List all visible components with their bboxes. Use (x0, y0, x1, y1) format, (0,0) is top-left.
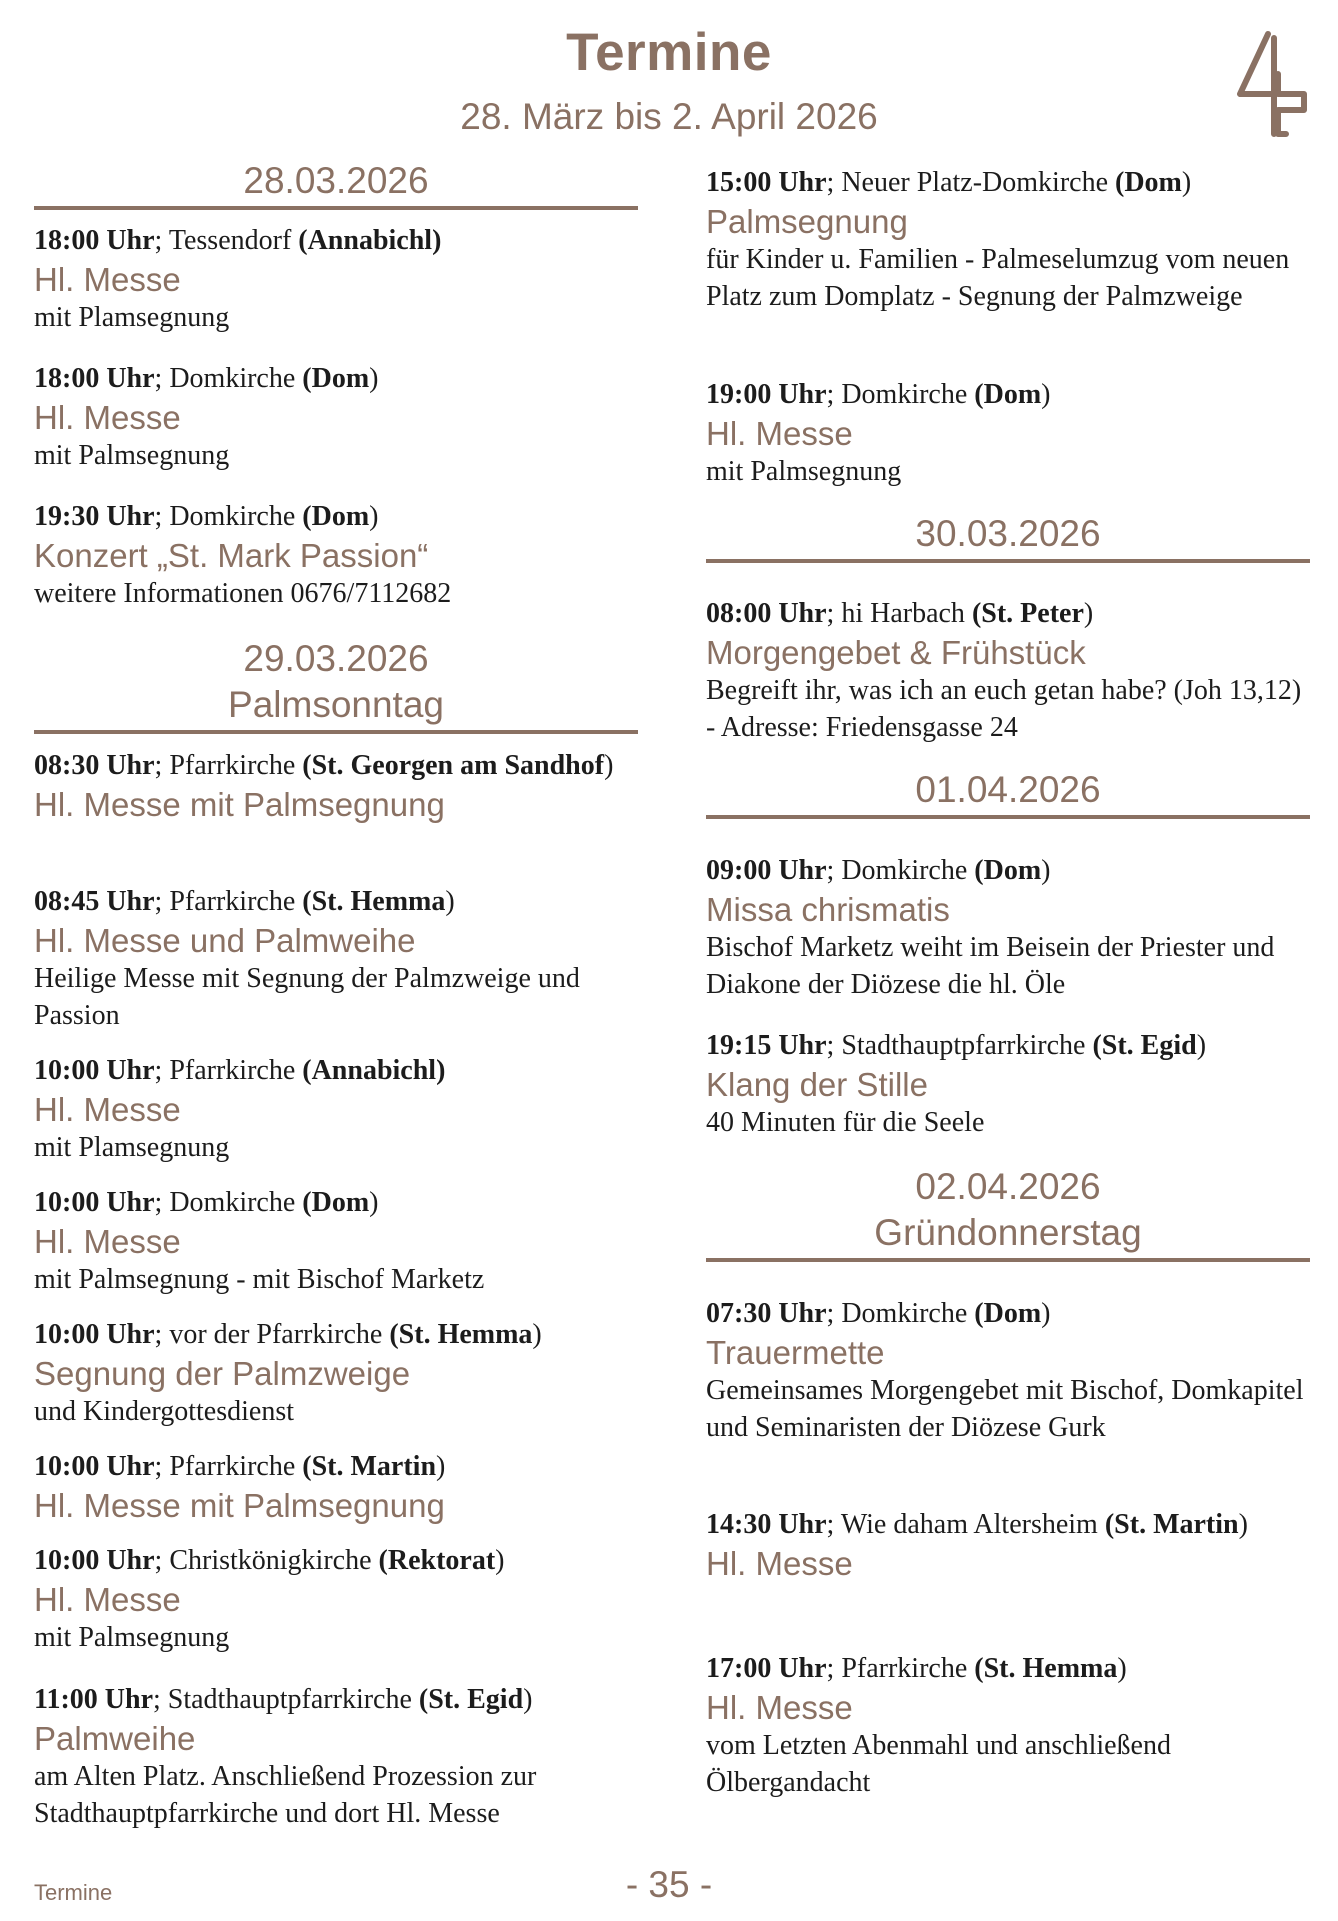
event-item (706, 594, 1310, 746)
event-header: 10:00 Uhr; Pfarrkirche (Annabichl) (34, 1055, 446, 1086)
event-description: vom Letzten Abenmahl und anschließend Ölbergandacht (706, 1730, 1171, 1798)
event-header: 19:00 Uhr; Domkirche (Dom) (706, 379, 1051, 410)
event-title: Hl. Messe (34, 1223, 181, 1260)
event-title: Segnung der Palmzweige (34, 1355, 411, 1392)
event-title: Hl. Messe (34, 1091, 181, 1128)
event-item (34, 1541, 638, 1656)
event-item (34, 1183, 638, 1298)
event-title: Palmsegnung (706, 203, 908, 240)
event-description: mit Palmsegnung (706, 456, 902, 487)
footer-label: Termine (34, 1880, 113, 1905)
event-item (706, 851, 1310, 1003)
event-description: mit Palmsegnung (34, 440, 230, 471)
date-heading (34, 636, 638, 734)
page-title: Termine (566, 23, 772, 82)
section-day: Palmsonntag (228, 684, 444, 725)
event-header: 14:30 Uhr; Wie daham Altersheim (St. Martin) (706, 1509, 1248, 1540)
event-header: 08:00 Uhr; hi Harbach (St. Peter) (706, 598, 1094, 629)
event-title: Hl. Messe (706, 1545, 853, 1582)
event-item (34, 1051, 638, 1166)
event-title: Hl. Messe (34, 261, 181, 298)
event-item (34, 1315, 638, 1430)
event-header: 19:15 Uhr; Stadthauptpfarrkirche (St. Egid) (706, 1030, 1207, 1061)
section-date: 01.04.2026 (915, 769, 1101, 810)
event-header: 17:00 Uhr; Pfarrkirche (St. Hemma) (706, 1653, 1127, 1684)
event-title: Hl. Messe mit Palmsegnung (34, 786, 445, 823)
event-description: Heilige Messe mit Segnung der Palmzweige und Passion (34, 963, 580, 1031)
event-item (34, 1447, 638, 1525)
event-title: Konzert „St. Mark Passion“ (34, 537, 429, 574)
event-item (706, 1026, 1310, 1141)
event-header: 10:00 Uhr; Christkönigkirche (Rektorat) (34, 1545, 505, 1576)
event-item (34, 746, 638, 824)
event-header: 09:00 Uhr; Domkirche (Dom) (706, 855, 1051, 886)
event-item (34, 1680, 638, 1832)
event-description: mit Plamsegnung (34, 1132, 230, 1163)
event-description: 40 Minuten für die Seele (706, 1107, 985, 1138)
event-item (706, 1505, 1310, 1583)
event-description: mit Plamsegnung (34, 302, 230, 333)
event-title: Hl. Messe (706, 1689, 853, 1726)
section-day: Gründonnerstag (874, 1212, 1142, 1253)
cross-four-logo-icon (1234, 30, 1310, 138)
event-header: 10:00 Uhr; Domkirche (Dom) (34, 1187, 379, 1218)
event-title: Hl. Messe und Palmweihe (34, 922, 416, 959)
event-description: und Kindergottesdienst (34, 1396, 295, 1427)
event-title: Trauermette (706, 1334, 885, 1371)
event-item (34, 497, 638, 612)
event-description: Bischof Marketz weiht im Beisein der Priester und Diakone der Diözese die hl. Öle (706, 932, 1275, 1000)
date-heading (706, 511, 1310, 563)
event-title: Hl. Messe (34, 1581, 181, 1618)
section-date: 29.03.2026 (243, 638, 429, 679)
event-item (34, 359, 638, 474)
event-item (706, 1649, 1310, 1801)
event-title: Hl. Messe (706, 415, 853, 452)
event-title: Klang der Stille (706, 1066, 928, 1103)
section-date: 02.04.2026 (915, 1166, 1101, 1207)
event-title: Morgengebet & Frühstück (706, 634, 1086, 671)
event-description: Begreift ihr, was ich an euch getan habe? (Joh 13,12) - Adresse: Friedensgasse 24 (706, 675, 1302, 743)
event-description: Gemeinsames Morgengebet mit Bischof, Domkapitel und Seminaristen der Diözese Gurk (706, 1375, 1304, 1443)
event-item (34, 221, 638, 336)
event-title: Missa chrismatis (706, 891, 950, 928)
event-header: 18:00 Uhr; Tessendorf (Annabichl) (34, 225, 442, 256)
event-header: 10:00 Uhr; vor der Pfarrkirche (St. Hemma) (34, 1319, 542, 1350)
event-title: Palmweihe (34, 1720, 196, 1757)
event-header: 08:30 Uhr; Pfarrkirche (St. Georgen am Sandhof) (34, 750, 614, 781)
event-item (706, 163, 1310, 315)
page-number: - 35 - (625, 1864, 713, 1905)
event-header: 11:00 Uhr; Stadthauptpfarrkirche (St. Egid) (34, 1684, 533, 1715)
event-item (706, 375, 1310, 490)
event-description: mit Palmsegnung (34, 1622, 230, 1653)
event-header: 10:00 Uhr; Pfarrkirche (St. Martin) (34, 1451, 446, 1482)
section-date: 28.03.2026 (243, 160, 429, 201)
page-subtitle: 28. März bis 2. April 2026 (460, 96, 878, 137)
event-item (706, 1294, 1310, 1446)
event-description: mit Palmsegnung - mit Bischof Marketz (34, 1264, 485, 1295)
section-date: 30.03.2026 (915, 513, 1101, 554)
date-heading (706, 767, 1310, 819)
event-description: für Kinder u. Familien - Palmeselumzug vom neuen Platz zum Domplatz - Segnung der Palmzweige (706, 244, 1290, 312)
date-heading (34, 158, 638, 210)
event-header: 18:00 Uhr; Domkirche (Dom) (34, 363, 379, 394)
event-header: 07:30 Uhr; Domkirche (Dom) (706, 1298, 1051, 1329)
event-item (34, 882, 638, 1034)
event-header: 15:00 Uhr; Neuer Platz-Domkirche (Dom) (706, 167, 1192, 198)
event-description: am Alten Platz. Anschließend Prozession zur Stadthauptpfarrkirche und dort Hl. Messe (34, 1761, 537, 1829)
date-heading (706, 1164, 1310, 1262)
event-description: weitere Informationen 0676/7112682 (34, 578, 452, 609)
event-header: 19:30 Uhr; Domkirche (Dom) (34, 501, 379, 532)
event-header: 08:45 Uhr; Pfarrkirche (St. Hemma) (34, 886, 455, 917)
event-title: Hl. Messe mit Palmsegnung (34, 1487, 445, 1524)
event-title: Hl. Messe (34, 399, 181, 436)
